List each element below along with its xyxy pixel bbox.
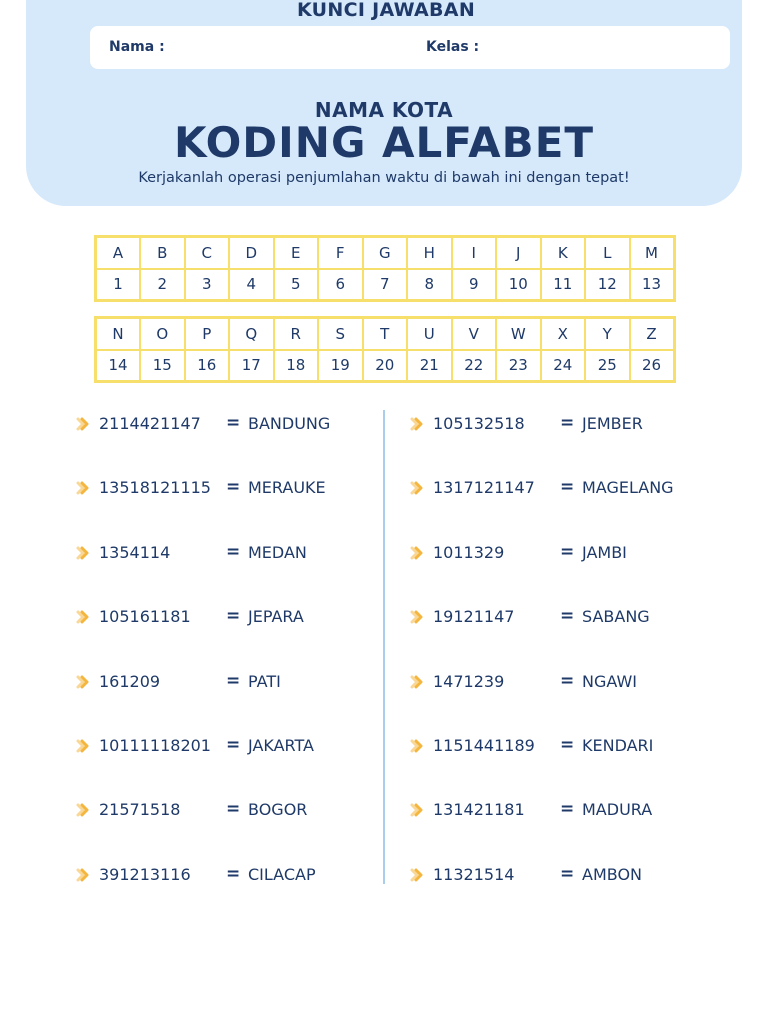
- letter-cell: K: [541, 237, 586, 269]
- alphabet-code-table-a-m: [94, 235, 676, 302]
- letter-cell: U: [407, 318, 452, 350]
- number-code: 1011329: [433, 542, 505, 562]
- number-cell: 9: [452, 269, 497, 301]
- number-cell: 23: [496, 350, 541, 382]
- number-cell: 6: [318, 269, 363, 301]
- chevron-right-icon: [410, 675, 424, 689]
- number-code: 131421181: [433, 800, 525, 820]
- chevron-right-icon: [410, 803, 424, 817]
- city-name: MADURA: [582, 800, 653, 820]
- letter-cell: N: [96, 318, 141, 350]
- number-cell: 8: [407, 269, 452, 301]
- chevron-right-icon: [76, 481, 90, 495]
- number-code: 1317121147: [433, 478, 535, 498]
- city-name: MEDAN: [248, 542, 307, 562]
- number-cell: 10: [496, 269, 541, 301]
- class-label: Kelas :: [426, 39, 480, 55]
- chevron-right-icon: [76, 675, 90, 689]
- column-divider: [383, 410, 385, 884]
- letter-cell: M: [630, 237, 675, 269]
- equals-sign: =: [226, 670, 241, 691]
- letter-cell: I: [452, 237, 497, 269]
- letters-row: [96, 318, 675, 350]
- number-cell: 25: [585, 350, 630, 382]
- number-cell: 21: [407, 350, 452, 382]
- number-cell: 4: [229, 269, 274, 301]
- letter-cell: E: [274, 237, 319, 269]
- city-name: MERAUKE: [248, 478, 326, 498]
- chevron-right-icon: [410, 481, 424, 495]
- city-name: NGAWI: [582, 671, 637, 691]
- number-cell: 7: [363, 269, 408, 301]
- city-name: JEMBER: [582, 414, 643, 433]
- numbers-row: [96, 269, 675, 301]
- number-cell: 5: [274, 269, 319, 301]
- letter-cell: T: [363, 318, 408, 350]
- city-name: AMBON: [582, 864, 643, 884]
- number-code: 105132518: [433, 414, 525, 433]
- number-code: 105161181: [99, 607, 191, 627]
- number-cell: 1: [96, 269, 141, 301]
- number-cell: 11: [541, 269, 586, 301]
- equals-sign: =: [226, 413, 241, 433]
- city-name: PATI: [248, 671, 281, 691]
- number-cell: 19: [318, 350, 363, 382]
- chevron-right-icon: [410, 868, 424, 882]
- chevron-right-icon: [410, 417, 424, 431]
- letter-cell: L: [585, 237, 630, 269]
- city-name: BANDUNG: [248, 414, 331, 433]
- letter-cell: W: [496, 318, 541, 350]
- numbers-row: [96, 350, 675, 382]
- worksheet-subtitle: NAMA KOTA: [314, 98, 454, 122]
- letter-cell: Q: [229, 318, 274, 350]
- equals-sign: =: [226, 799, 241, 820]
- number-cell: 18: [274, 350, 319, 382]
- letter-cell: P: [185, 318, 230, 350]
- number-cell: 3: [185, 269, 230, 301]
- number-cell: 15: [140, 350, 185, 382]
- letter-cell: O: [140, 318, 185, 350]
- name-class-bar: [90, 26, 730, 69]
- number-code: 13518121115: [99, 478, 211, 498]
- chevron-right-icon: [410, 610, 424, 624]
- number-cell: 12: [585, 269, 630, 301]
- worksheet-instruction: Kerjakanlah operasi penjumlahan waktu di bawah ini dengan tepat!: [138, 170, 630, 186]
- equals-sign: =: [226, 606, 241, 627]
- city-name: CILACAP: [248, 864, 316, 884]
- chevron-right-icon: [76, 546, 90, 560]
- letter-cell: S: [318, 318, 363, 350]
- chevron-right-icon: [76, 417, 90, 431]
- number-code: 161209: [99, 671, 161, 691]
- equals-sign: =: [560, 863, 575, 884]
- equals-sign: =: [226, 863, 241, 884]
- number-cell: 2: [140, 269, 185, 301]
- equals-sign: =: [560, 477, 575, 498]
- city-name: JAKARTA: [248, 736, 314, 755]
- answer-key-label: KUNCI JAWABAN: [296, 0, 476, 21]
- number-cell: 14: [96, 350, 141, 382]
- number-cell: 26: [630, 350, 675, 382]
- letter-cell: C: [185, 237, 230, 269]
- chevron-right-icon: [410, 739, 424, 753]
- number-code: 19121147: [433, 607, 515, 627]
- letter-cell: F: [318, 237, 363, 269]
- equals-sign: =: [560, 606, 575, 627]
- chevron-right-icon: [76, 803, 90, 817]
- number-code: 11321514: [433, 864, 515, 884]
- equals-sign: =: [560, 541, 575, 562]
- equals-sign: =: [226, 735, 241, 755]
- city-name: SABANG: [582, 607, 650, 627]
- number-cell: 13: [630, 269, 675, 301]
- city-name: JAMBI: [582, 542, 627, 562]
- equals-sign: =: [226, 541, 241, 562]
- number-cell: 24: [541, 350, 586, 382]
- worksheet-title: KODING ALFABET: [173, 118, 595, 167]
- number-cell: 17: [229, 350, 274, 382]
- letter-cell: A: [96, 237, 141, 269]
- letter-cell: Y: [585, 318, 630, 350]
- number-code: 1354114: [99, 542, 171, 562]
- number-code: 2114421147: [99, 414, 201, 433]
- chevron-right-icon: [76, 610, 90, 624]
- equals-sign: =: [226, 477, 241, 498]
- equals-sign: =: [560, 413, 575, 433]
- city-name: MAGELANG: [582, 478, 674, 498]
- equals-sign: =: [560, 670, 575, 691]
- chevron-right-icon: [76, 868, 90, 882]
- chevron-right-icon: [76, 739, 90, 753]
- letter-cell: B: [140, 237, 185, 269]
- letter-cell: H: [407, 237, 452, 269]
- city-name: KENDARI: [582, 736, 654, 755]
- name-label: Nama :: [109, 39, 165, 55]
- letter-cell: V: [452, 318, 497, 350]
- letter-cell: X: [541, 318, 586, 350]
- number-code: 10111118201: [99, 736, 211, 755]
- alphabet-code-table-n-z: [94, 316, 676, 383]
- letter-cell: G: [363, 237, 408, 269]
- number-code: 1151441189: [433, 736, 535, 755]
- number-code: 1471239: [433, 671, 505, 691]
- number-cell: 16: [185, 350, 230, 382]
- number-code: 391213116: [99, 864, 191, 884]
- chevron-right-icon: [410, 546, 424, 560]
- letter-cell: J: [496, 237, 541, 269]
- letters-row: [96, 237, 675, 269]
- equals-sign: =: [560, 799, 575, 820]
- number-cell: 20: [363, 350, 408, 382]
- letter-cell: Z: [630, 318, 675, 350]
- equals-sign: =: [560, 735, 575, 755]
- city-name: BOGOR: [248, 800, 308, 820]
- number-code: 21571518: [99, 800, 181, 820]
- letter-cell: D: [229, 237, 274, 269]
- city-name: JEPARA: [248, 607, 304, 627]
- number-cell: 22: [452, 350, 497, 382]
- letter-cell: R: [274, 318, 319, 350]
